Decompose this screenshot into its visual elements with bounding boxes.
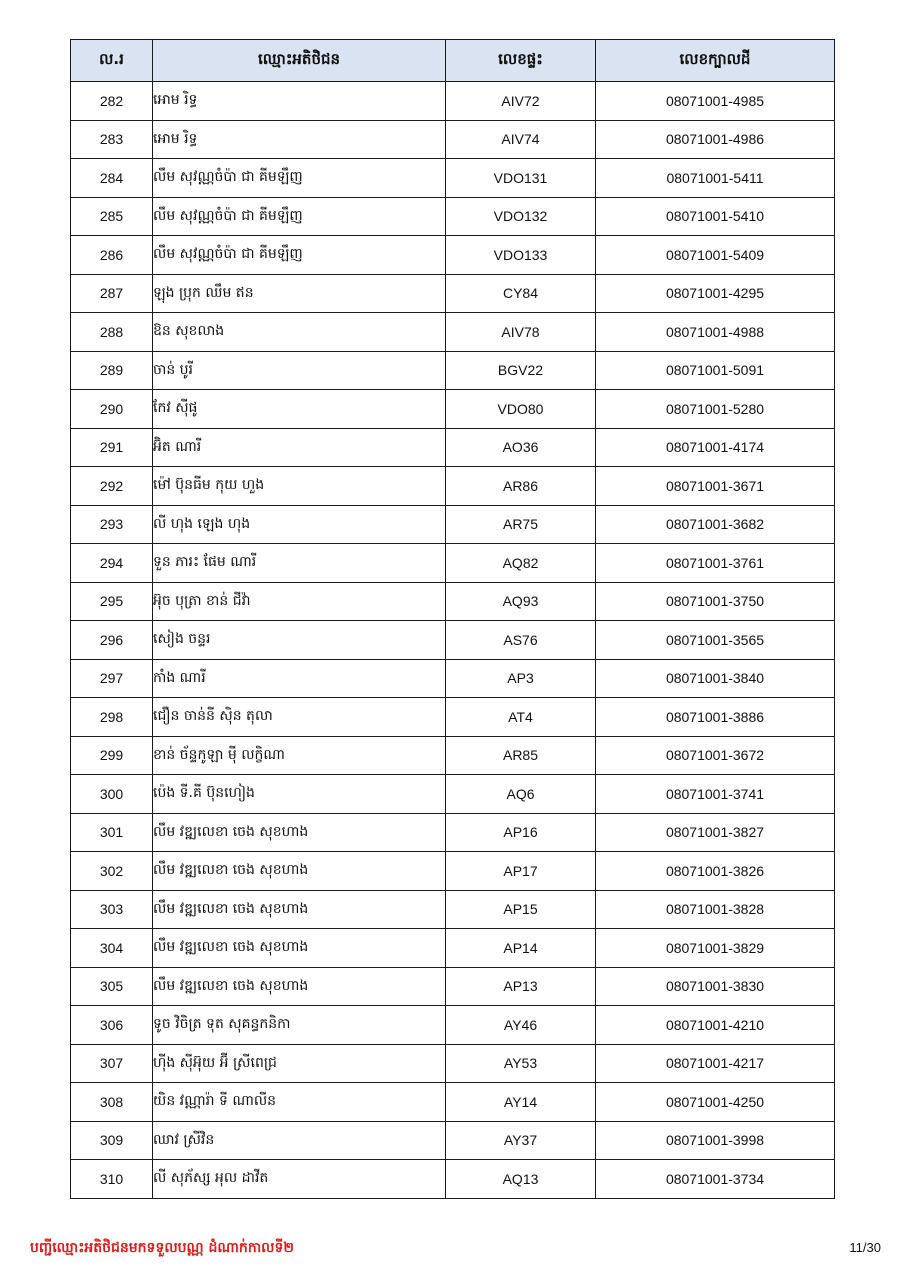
row-number: 309 [71, 1121, 153, 1160]
land-number: 08071001-5411 [596, 159, 835, 198]
row-number: 285 [71, 197, 153, 236]
table-row [71, 544, 835, 583]
row-number: 287 [71, 274, 153, 313]
land-number: 08071001-4250 [596, 1083, 835, 1122]
customer-name: អ៊ិត ណារី [153, 428, 446, 467]
table-row [71, 929, 835, 968]
land-number: 08071001-4210 [596, 1006, 835, 1045]
table-row [71, 428, 835, 467]
house-number: CY84 [446, 274, 596, 313]
table-row [71, 582, 835, 621]
house-number: AP14 [446, 929, 596, 968]
table-row [71, 1083, 835, 1122]
house-number: VDO131 [446, 159, 596, 198]
row-number: 308 [71, 1083, 153, 1122]
header-land-number: លេខក្បាលដី [596, 40, 835, 82]
row-number: 294 [71, 544, 153, 583]
row-number: 310 [71, 1160, 153, 1199]
row-number: 292 [71, 467, 153, 506]
house-number: AR75 [446, 505, 596, 544]
land-number: 08071001-5091 [596, 351, 835, 390]
customer-name: លឹម វឌ្ឍលេខា ចេង សុខហាង [153, 813, 446, 852]
house-number: BGV22 [446, 351, 596, 390]
land-number: 08071001-5280 [596, 390, 835, 429]
house-number: AR86 [446, 467, 596, 506]
land-number: 08071001-5409 [596, 236, 835, 275]
table-row [71, 274, 835, 313]
page-number: 11/30 [849, 1240, 881, 1255]
house-number: AP16 [446, 813, 596, 852]
row-number: 301 [71, 813, 153, 852]
table-row [71, 236, 835, 275]
row-number: 302 [71, 852, 153, 891]
customer-name: អ៊ុច បុត្រា ខាន់ ជីវ៉ា [153, 582, 446, 621]
house-number: AY14 [446, 1083, 596, 1122]
table-row [71, 813, 835, 852]
row-number: 298 [71, 698, 153, 737]
house-number: VDO80 [446, 390, 596, 429]
header-house-number: លេខផ្ទះ [446, 40, 596, 82]
house-number: AP13 [446, 967, 596, 1006]
house-number: AQ13 [446, 1160, 596, 1199]
table-row [71, 736, 835, 775]
customer-name: ឈាវ ស្រីវិន [153, 1121, 446, 1160]
land-number: 08071001-3750 [596, 582, 835, 621]
row-number: 304 [71, 929, 153, 968]
row-number: 293 [71, 505, 153, 544]
row-number: 307 [71, 1044, 153, 1083]
customer-table [70, 39, 835, 1199]
land-number: 08071001-3565 [596, 621, 835, 660]
house-number: VDO133 [446, 236, 596, 275]
row-number: 290 [71, 390, 153, 429]
customer-name: លឹម សុវណ្ណចំប៉ា ជា គីមឡឹញ [153, 197, 446, 236]
land-number: 08071001-3886 [596, 698, 835, 737]
customer-name: យិន វណ្ណារ៉ា ទី ណាលីន [153, 1083, 446, 1122]
customer-name: ទួន ភារះ ផែម ណារី [153, 544, 446, 583]
land-number: 08071001-4988 [596, 313, 835, 352]
row-number: 295 [71, 582, 153, 621]
customer-name: អោម រិទ្ធ [153, 82, 446, 121]
house-number: AQ93 [446, 582, 596, 621]
house-number: AQ6 [446, 775, 596, 814]
land-number: 08071001-3830 [596, 967, 835, 1006]
row-number: 300 [71, 775, 153, 814]
table-row [71, 82, 835, 121]
row-number: 306 [71, 1006, 153, 1045]
table-row [71, 967, 835, 1006]
table-row [71, 1121, 835, 1160]
row-number: 305 [71, 967, 153, 1006]
customer-name: លឹម វឌ្ឍលេខា ចេង សុខហាង [153, 967, 446, 1006]
table-row [71, 505, 835, 544]
land-number: 08071001-3671 [596, 467, 835, 506]
house-number: AY53 [446, 1044, 596, 1083]
customer-name: ហ៊ីង ស៊ីអ៊ុយ អ៊ី ស្រីពេជ្រ [153, 1044, 446, 1083]
customer-name: លី សុភ័ស្ស អុល ដាវីត [153, 1160, 446, 1199]
land-number: 08071001-4985 [596, 82, 835, 121]
house-number: AY46 [446, 1006, 596, 1045]
row-number: 284 [71, 159, 153, 198]
row-number: 296 [71, 621, 153, 660]
house-number: AP15 [446, 890, 596, 929]
land-number: 08071001-3998 [596, 1121, 835, 1160]
customer-name: ឡុង ប្រុក ឈឹម ឥន [153, 274, 446, 313]
land-number: 08071001-3826 [596, 852, 835, 891]
customer-name: ម៉ៅ ប៊ុនធីម កុយ ហួង [153, 467, 446, 506]
table-row [71, 313, 835, 352]
customer-name: ទូច វិចិត្រ ទុត សុគន្ធកនិកា [153, 1006, 446, 1045]
table-row [71, 852, 835, 891]
land-number: 08071001-3672 [596, 736, 835, 775]
land-number: 08071001-3829 [596, 929, 835, 968]
house-number: AO36 [446, 428, 596, 467]
header-no: ល.រ [71, 40, 153, 82]
row-number: 303 [71, 890, 153, 929]
table-row [71, 390, 835, 429]
customer-name: ប៉េង ទី.គី ប៊ុនហៀង [153, 775, 446, 814]
house-number: AY37 [446, 1121, 596, 1160]
row-number: 286 [71, 236, 153, 275]
house-number: AT4 [446, 698, 596, 737]
customer-name: កែវ ស៊ីផូ [153, 390, 446, 429]
table-header-row [71, 40, 835, 82]
row-number: 283 [71, 120, 153, 159]
customer-name: លឹម វឌ្ឍលេខា ចេង សុខហាង [153, 852, 446, 891]
table-row [71, 467, 835, 506]
land-number: 08071001-3827 [596, 813, 835, 852]
table-row [71, 1006, 835, 1045]
land-number: 08071001-4174 [596, 428, 835, 467]
land-number: 08071001-5410 [596, 197, 835, 236]
customer-name: លី ហុង ឡេង ហុង [153, 505, 446, 544]
customer-name: លឹម សុវណ្ណចំប៉ា ជា គីមឡឹញ [153, 159, 446, 198]
table-row [71, 775, 835, 814]
table-row [71, 1044, 835, 1083]
row-number: 297 [71, 659, 153, 698]
customer-name: លឹម វឌ្ឍលេខា ចេង សុខហាង [153, 890, 446, 929]
row-number: 291 [71, 428, 153, 467]
customer-name: ចាន់ បូរី [153, 351, 446, 390]
house-number: AQ82 [446, 544, 596, 583]
customer-name: អោម រិទ្ធ [153, 120, 446, 159]
house-number: AS76 [446, 621, 596, 660]
land-number: 08071001-3734 [596, 1160, 835, 1199]
table-row [71, 659, 835, 698]
house-number: AP3 [446, 659, 596, 698]
customer-name: កាំង ណារី [153, 659, 446, 698]
table-row [71, 197, 835, 236]
row-number: 289 [71, 351, 153, 390]
customer-name: ខាន់ ច័ន្ទកូឡា ម៉ី លក្ខិណា [153, 736, 446, 775]
header-name: ឈ្មោះអតិថិជន [153, 40, 446, 82]
table-row [71, 351, 835, 390]
customer-name: ឱន សុខលាង [153, 313, 446, 352]
land-number: 08071001-4986 [596, 120, 835, 159]
footer-title: បញ្ជីឈ្មោះអតិថិជនមកទទួលបណ្ណ ដំណាក់កាលទី២ [30, 1240, 294, 1256]
table-row [71, 890, 835, 929]
customer-name: លឹម វឌ្ឍលេខា ចេង សុខហាង [153, 929, 446, 968]
land-number: 08071001-4295 [596, 274, 835, 313]
customer-name: សៀង ចន្ទរ [153, 621, 446, 660]
house-number: AIV78 [446, 313, 596, 352]
customer-name: លឹម សុវណ្ណចំប៉ា ជា គីមឡឹញ [153, 236, 446, 275]
customer-name: ជឿន ចាន់នី ស៊ិន តុលា [153, 698, 446, 737]
row-number: 299 [71, 736, 153, 775]
row-number: 288 [71, 313, 153, 352]
table-row [71, 120, 835, 159]
land-number: 08071001-3761 [596, 544, 835, 583]
land-number: 08071001-3828 [596, 890, 835, 929]
table-row [71, 159, 835, 198]
house-number: VDO132 [446, 197, 596, 236]
land-number: 08071001-3682 [596, 505, 835, 544]
house-number: AP17 [446, 852, 596, 891]
house-number: AR85 [446, 736, 596, 775]
table-row [71, 698, 835, 737]
table-row [71, 1160, 835, 1199]
house-number: AIV72 [446, 82, 596, 121]
row-number: 282 [71, 82, 153, 121]
table-row [71, 621, 835, 660]
house-number: AIV74 [446, 120, 596, 159]
land-number: 08071001-4217 [596, 1044, 835, 1083]
land-number: 08071001-3741 [596, 775, 835, 814]
land-number: 08071001-3840 [596, 659, 835, 698]
